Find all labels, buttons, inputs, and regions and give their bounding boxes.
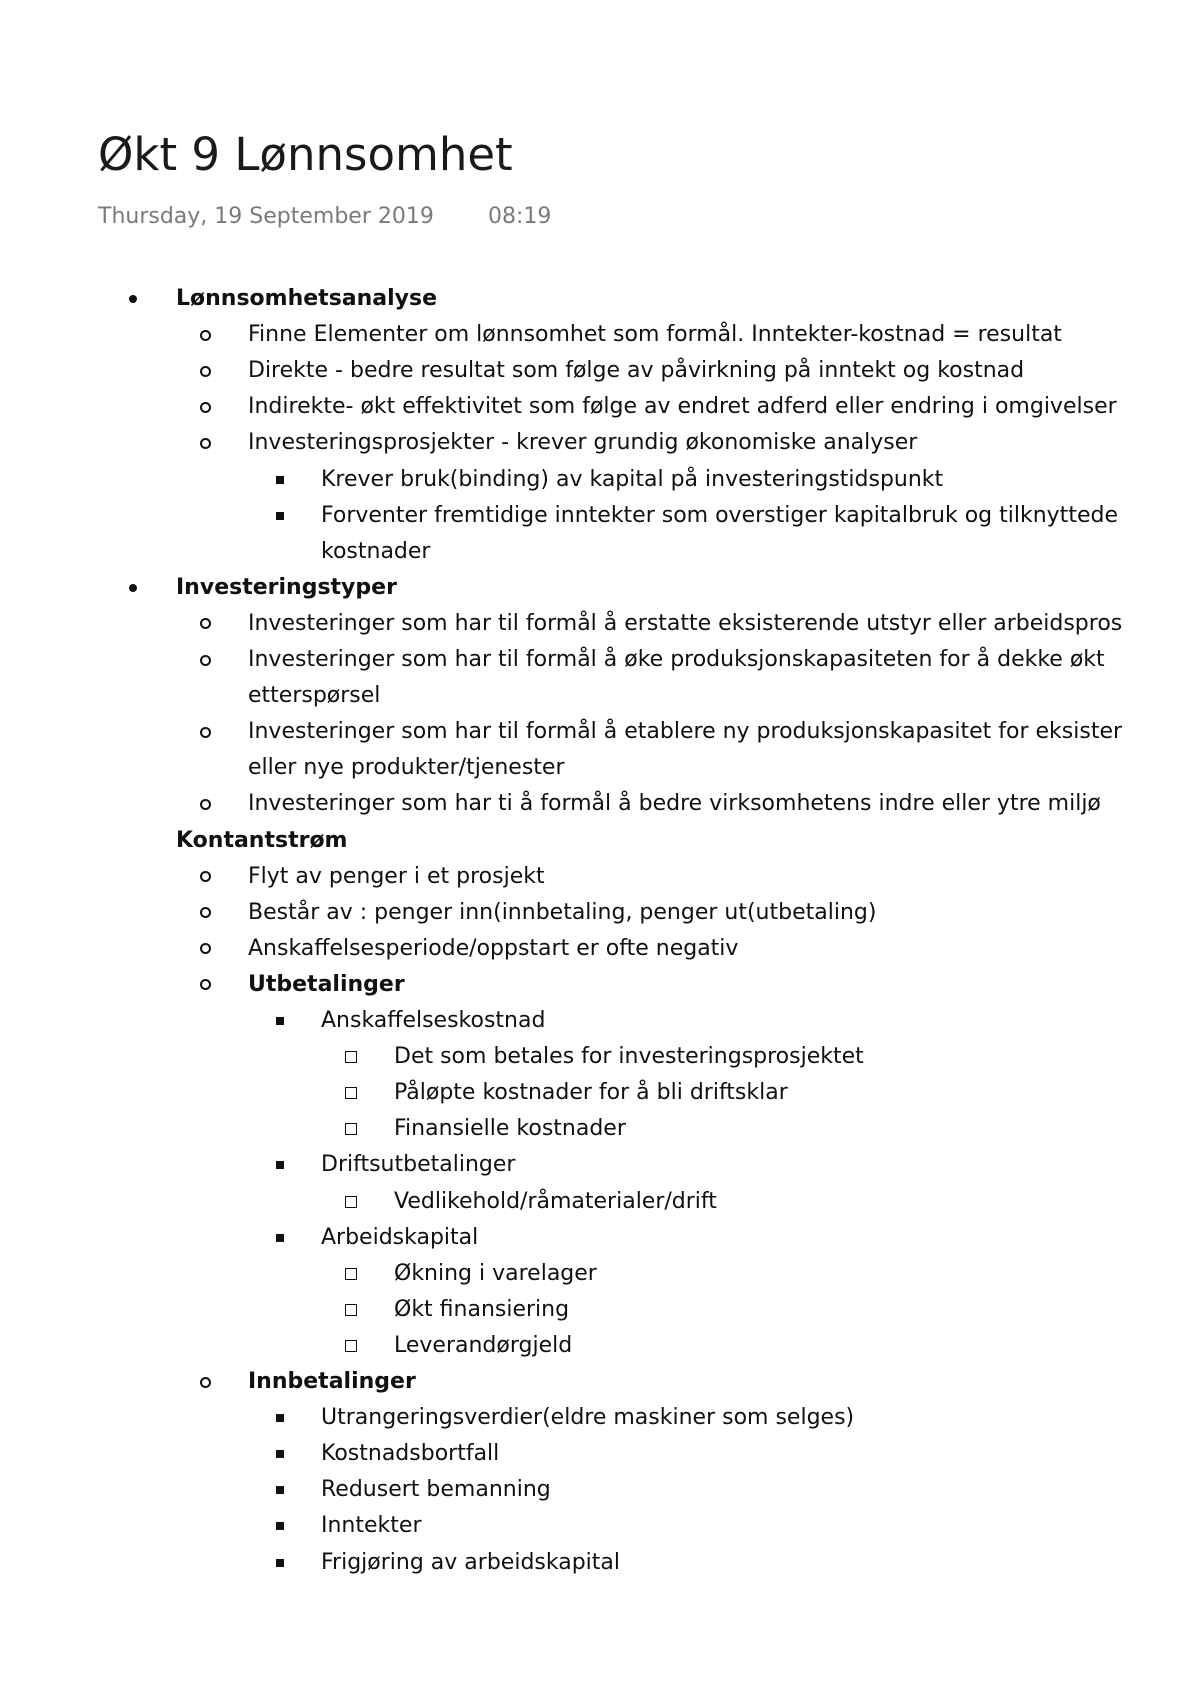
outline-list [0,280,1200,1581]
outline-item-level-3: Arbeidskapital [321,1224,479,1250]
outline-item-level-2: Investeringer som har ti å formål å bedre virksomhetens indre eller ytre miljø [248,791,1101,817]
outline-item-level-2: Direkte - bedre resultat som følge av påvirkning på inntekt og kostnad [248,358,1025,384]
outline-item-level-3: Redusert bemanning [321,1477,551,1503]
circle-bullet-icon [198,643,212,677]
circle-bullet-icon [198,932,212,966]
box-bullet-icon-glyph [345,1123,357,1135]
circle-bullet-icon-glyph [200,943,211,954]
outline-item-level-2: Utbetalinger [248,971,405,997]
square-bullet-icon [273,1509,287,1543]
circle-bullet-icon-glyph [200,366,211,377]
square-bullet-icon-glyph [276,1559,284,1567]
box-bullet-icon-glyph [345,1087,357,1099]
circle-bullet-icon-glyph [200,907,211,918]
box-bullet-icon [344,1257,358,1291]
box-bullet-icon-glyph [345,1340,357,1352]
page-title: Økt 9 Lønnsomhet [98,128,513,181]
outline-item-level-4: Påløpte kostnader for å bli driftsklar [394,1080,788,1106]
note-time: 08:19 [488,204,552,229]
outline-item-level-2: Består av : penger inn(innbetaling, penger ut(utbetaling) [248,899,877,925]
circle-bullet-icon [198,318,212,352]
outline-item-level-4: Det som betales for investeringsprosjektet [394,1044,864,1070]
box-bullet-icon-glyph [345,1268,357,1280]
outline-item-level-2: Investeringer som har til formål å erstatte eksisterende utstyr eller arbeidspros [248,610,1123,636]
outline-item-level-4: Finansielle kostnader [394,1116,626,1142]
outline-item-level-2: Innbetalinger [248,1369,416,1394]
box-bullet-icon-glyph [345,1304,357,1316]
circle-bullet-icon [198,860,212,894]
disc-bullet-icon [126,571,140,605]
outline-item-level-2: Indirekte- økt effektivitet som følge av endret adferd eller endring i omgivelser [248,394,1117,420]
disc-bullet-icon-glyph [129,584,137,592]
outline-item-level-4: Leverandørgjeld [394,1332,573,1358]
square-bullet-icon [273,1546,287,1580]
disc-bullet-icon [126,282,140,316]
circle-bullet-icon [198,390,212,424]
outline-item-level-3: Driftsutbetalinger [321,1152,516,1178]
circle-bullet-icon [198,715,212,749]
box-bullet-icon-glyph [345,1196,357,1208]
outline-item-level-3: Forventer fremtidige inntekter som overstiger kapitalbruk og tilknyttede [321,502,1118,528]
outline-item-level-2: eller nye produkter/tjenester [248,755,565,781]
box-bullet-icon [344,1040,358,1074]
circle-bullet-icon-glyph [200,799,211,810]
box-bullet-icon [344,1293,358,1327]
circle-bullet-icon [198,1365,212,1399]
circle-bullet-icon-glyph [200,618,211,629]
square-bullet-icon-glyph [276,1414,284,1422]
circle-bullet-icon [198,968,212,1002]
outline-item-level-3: Utrangeringsverdier(eldre maskiner som selges) [321,1405,855,1431]
circle-bullet-icon-glyph [200,655,211,666]
square-bullet-icon [273,1437,287,1471]
outline-item-level-2: Investeringer som har til formål å etablere ny produksjonskapasitet for eksister [248,719,1123,745]
outline-item-level-2: Finne Elementer om lønnsomhet som formål. Inntekter-kostnad = resultat [248,322,1062,348]
square-bullet-icon [273,1221,287,1255]
outline-item-level-3: Inntekter [321,1513,422,1539]
note-date: Thursday, 19 September 2019 [98,204,434,229]
outline-item-level-1: Lønnsomhetsanalyse [176,286,438,311]
square-bullet-icon-glyph [276,1450,284,1458]
square-bullet-icon-glyph [276,1161,284,1169]
outline-item-level-2: Investeringsprosjekter - krever grundig økonomiske analyser [248,430,918,456]
box-bullet-icon [344,1076,358,1110]
outline-item-level-2: Flyt av penger i et prosjekt [248,863,545,889]
square-bullet-icon-glyph [276,1234,284,1242]
disc-bullet-icon-glyph [129,295,137,303]
circle-bullet-icon [198,426,212,460]
outline-item-level-3: Frigjøring av arbeidskapital [321,1549,620,1575]
outline-item-level-3: Kostnadsbortfall [321,1441,500,1467]
circle-bullet-icon-glyph [200,1377,211,1388]
square-bullet-icon-glyph [276,1486,284,1494]
outline-item-level-2: Investeringer som har til formål å øke produksjonskapasiteten for å dekke økt [248,647,1105,672]
circle-bullet-icon [198,354,212,388]
outline-item-level-3: Krever bruk(binding) av kapital på investeringstidspunkt [321,466,944,492]
outline-item-level-4: Økning i varelager [394,1260,597,1286]
circle-bullet-icon [198,607,212,641]
square-bullet-icon [273,499,287,533]
square-bullet-icon [273,1401,287,1435]
box-bullet-icon [344,1329,358,1363]
outline-item-level-1: Kontantstrøm [176,827,348,853]
box-bullet-icon [344,1185,358,1219]
outline-item-level-1: Investeringstyper [176,574,397,600]
circle-bullet-icon-glyph [200,871,211,882]
outline-item-level-4: Økt finansiering [394,1296,570,1322]
circle-bullet-icon [198,896,212,930]
circle-bullet-icon-glyph [200,979,211,990]
square-bullet-icon [273,1004,287,1038]
square-bullet-icon [273,1148,287,1182]
square-bullet-icon-glyph [276,1522,284,1530]
circle-bullet-icon-glyph [200,727,211,738]
square-bullet-icon-glyph [276,476,284,484]
box-bullet-icon [344,1112,358,1146]
circle-bullet-icon-glyph [200,330,211,341]
square-bullet-icon [273,1473,287,1507]
outline-item-level-3: Anskaffelseskostnad [321,1008,546,1033]
square-bullet-icon-glyph [276,1017,284,1025]
outline-item-level-2: etterspørsel [248,683,381,709]
circle-bullet-icon [198,787,212,821]
outline-item-level-2: Anskaffelsesperiode/oppstart er ofte negativ [248,935,739,961]
circle-bullet-icon-glyph [200,438,211,449]
box-bullet-icon-glyph [345,1051,357,1063]
circle-bullet-icon-glyph [200,402,211,413]
outline-item-level-4: Vedlikehold/råmaterialer/drift [394,1188,717,1214]
square-bullet-icon [273,463,287,497]
outline-item-level-3: kostnader [321,538,431,564]
square-bullet-icon-glyph [276,512,284,520]
